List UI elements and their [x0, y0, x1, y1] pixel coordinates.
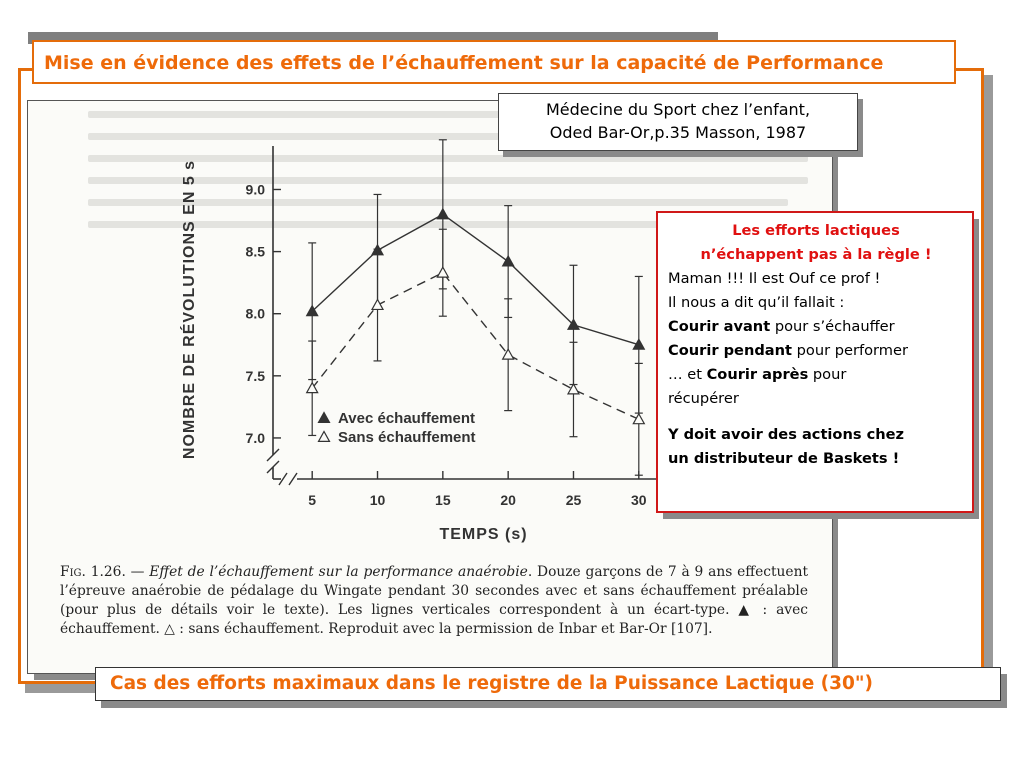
note-line-4-rest: pour performer [792, 342, 908, 359]
legend-marker [319, 413, 330, 423]
y-tick-label: 7.0 [245, 429, 265, 446]
data-point-sans [437, 267, 448, 277]
x-tick-label: 25 [565, 492, 582, 508]
data-point-sans [372, 300, 383, 310]
note-conclusion-2-text: un distributeur de Baskets ! [668, 450, 900, 467]
caption-fig-label: Fig. 1.26. [60, 564, 126, 580]
note-line-4-bold: Courir pendant [668, 342, 792, 359]
y-tick-label: 8.5 [245, 243, 265, 260]
note-line-1: Maman !!! Il est Ouf ce prof ! [668, 270, 881, 287]
data-point-avec [503, 256, 514, 266]
note-line-6: récupérer [668, 390, 739, 407]
note-line-5-bold: Courir après [706, 366, 809, 383]
y-axis-label: NOMBRE DE RÉVOLUTIONS EN 5 s [181, 159, 198, 460]
legend-marker [319, 432, 330, 442]
note-line-3-rest: pour s’échauffer [770, 318, 895, 335]
data-point-sans [568, 384, 579, 394]
caption-dash: — [125, 564, 150, 580]
reference-line-1: Médecine du Sport chez l’enfant, [545, 100, 811, 119]
reference-box [498, 93, 858, 151]
note-heading-1: Les efforts lactiques [732, 222, 900, 239]
note-box [656, 211, 974, 513]
y-tick-label: 7.5 [245, 367, 265, 384]
x-tick-label: 5 [308, 492, 317, 508]
x-tick-label: 30 [631, 492, 647, 508]
note-line-3 [668, 315, 964, 339]
note-conclusion-1-text: Y doit avoir des actions chez [668, 426, 905, 443]
note-line-5-rest: pour [808, 366, 847, 383]
x-axis-break [289, 473, 297, 485]
slide-title: Mise en évidence des effets de l’échauffement sur la capacité de Performance [44, 52, 884, 74]
caption-fig-title: Effet de l’échauffement sur la performance anaérobie [149, 564, 528, 580]
y-tick-label: 8.0 [245, 305, 265, 322]
note-line-3-bold: Courir avant [668, 318, 771, 335]
legend-label: Avec échauffement [338, 410, 475, 427]
data-point-avec [437, 209, 448, 219]
note-line-5 [668, 363, 964, 387]
x-axis-label: TEMPS (s) [439, 526, 528, 543]
note-line-5-pre: … et [668, 366, 707, 383]
x-tick-label: 10 [369, 492, 386, 508]
note-spacer [668, 411, 964, 423]
legend-label: Sans échauffement [338, 429, 476, 446]
x-tick-label: 20 [500, 492, 516, 508]
note-conclusion-2 [668, 447, 964, 471]
note-conclusion-1 [668, 423, 964, 447]
figure-caption [60, 563, 808, 639]
bottom-caption: Cas des efforts maximaux dans le registre de la Puissance Lactique (30") [110, 673, 873, 694]
note-line-4 [668, 339, 964, 363]
caption-body: . Douze garçons de 7 à 9 ans effectuent l’épreuve anaérobie de pédalage du Wingate pendant 30 secondes avec et sans échauffement préalable (pour plus de détails voir le texte). Les lignes verticales correspondent à un écart-type. ▲ : avec échauffement. △ : sans échauffement. Reproduit avec la permission de Inbar et Bar-Or [107]. [60, 564, 808, 637]
reference-line-2: Oded Bar-Or,p.35 Masson, 1987 [549, 123, 807, 142]
x-tick-label: 15 [435, 492, 451, 508]
series-line-sans [312, 273, 639, 420]
data-point-sans [633, 414, 644, 424]
y-tick-label: 9.0 [245, 181, 265, 198]
note-heading-2: n’échappent pas à la règle ! [700, 246, 932, 263]
note-line-2: Il nous a dit qu’il fallait : [668, 294, 845, 311]
